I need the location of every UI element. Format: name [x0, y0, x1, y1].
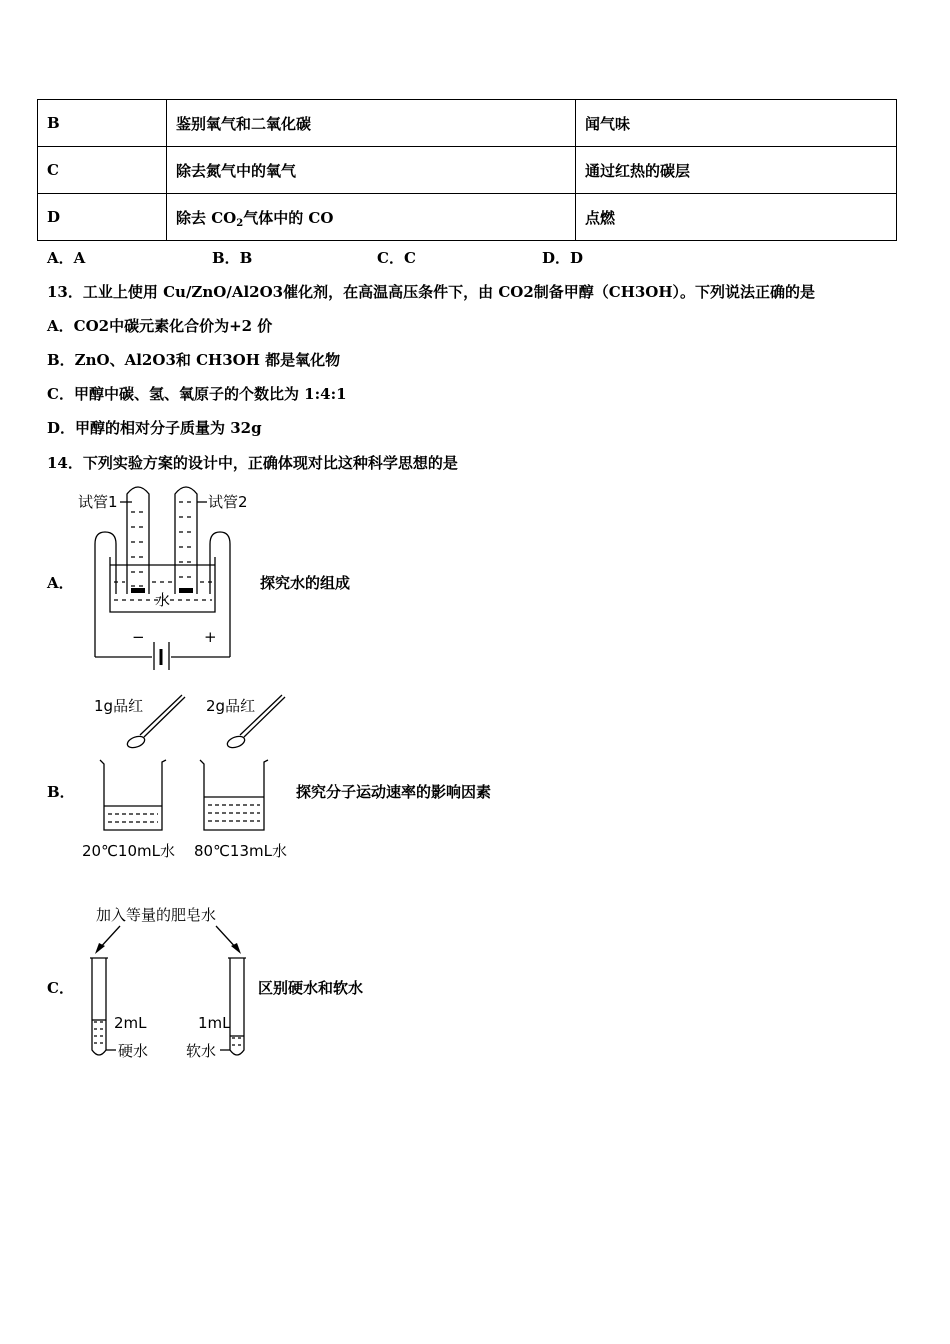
tube2-label: 试管2	[208, 493, 248, 511]
soap-water-diagram	[78, 898, 258, 1066]
hard-water-label: 硬水	[118, 1042, 149, 1060]
tube1-label: 试管1	[78, 493, 118, 511]
row-task: 除去氮气中的氧气	[167, 147, 576, 194]
q14-option-a-desc: 探究水的组成	[260, 574, 351, 592]
answer-b: B．B	[212, 249, 253, 267]
answer-c: C．C	[377, 249, 416, 267]
q14-option-a-letter: A．	[47, 574, 74, 592]
answer-a: A．A	[47, 249, 86, 267]
minus-sign: −	[132, 628, 145, 646]
beakers-diagram	[78, 690, 298, 865]
row-label: B	[38, 100, 167, 147]
options-table	[37, 99, 897, 241]
q14-option-c-desc: 区别硬水和软水	[258, 979, 364, 997]
q13-stem: 13．工业上使用 Cu/ZnO/Al2O3催化剂，在高温高压条件下，由 CO2制备甲醇（CH3OH）。下列说法正确的是	[47, 283, 816, 301]
spoon1-label: 1g品红	[94, 697, 144, 715]
row-label: C	[38, 147, 167, 194]
volume-hard-label: 2mL	[114, 1014, 147, 1032]
row-task: 鉴别氧气和二氧化碳	[167, 100, 576, 147]
table-row	[38, 147, 897, 194]
answer-d: D．D	[542, 249, 584, 267]
soft-water-label: 软水	[186, 1042, 217, 1060]
beaker1-label: 20℃10mL水	[82, 842, 175, 860]
electrolysis-diagram	[70, 482, 250, 670]
q13-option-d: D．甲醇的相对分子质量为 32g	[47, 419, 262, 437]
volume-soft-label: 1mL	[198, 1014, 231, 1032]
beaker2-label: 80℃13mL水	[194, 842, 287, 860]
table-row	[38, 100, 897, 147]
plus-sign: +	[204, 628, 217, 646]
q14-option-b-letter: B．	[47, 783, 75, 801]
q13-option-b: B．ZnO、Al2O3和 CH3OH 都是氧化物	[47, 351, 341, 369]
row-label: D	[38, 194, 167, 241]
q14-option-c-letter: C．	[47, 979, 74, 997]
q13-option-c: C．甲醇中碳、氢、氧原子的个数比为 1:4:1	[47, 385, 347, 403]
q13-option-a: A．CO2中碳元素化合价为+2 价	[47, 317, 273, 335]
spoon2-label: 2g品红	[206, 697, 256, 715]
row-method: 点燃	[576, 194, 897, 241]
soap-water-label: 加入等量的肥皂水	[96, 906, 217, 924]
q14-stem: 14．下列实验方案的设计中，正确体现对比这种科学思想的是	[47, 454, 458, 472]
water-label: 水	[155, 591, 171, 609]
row-task: 除去 $CO_2$气体中的 CO	[167, 194, 576, 241]
row-method: 闻气味	[576, 100, 897, 147]
q14-option-b-desc: 探究分子运动速率的影响因素	[296, 783, 492, 801]
row-method: 通过红热的碳层	[576, 147, 897, 194]
table-row	[38, 194, 897, 241]
